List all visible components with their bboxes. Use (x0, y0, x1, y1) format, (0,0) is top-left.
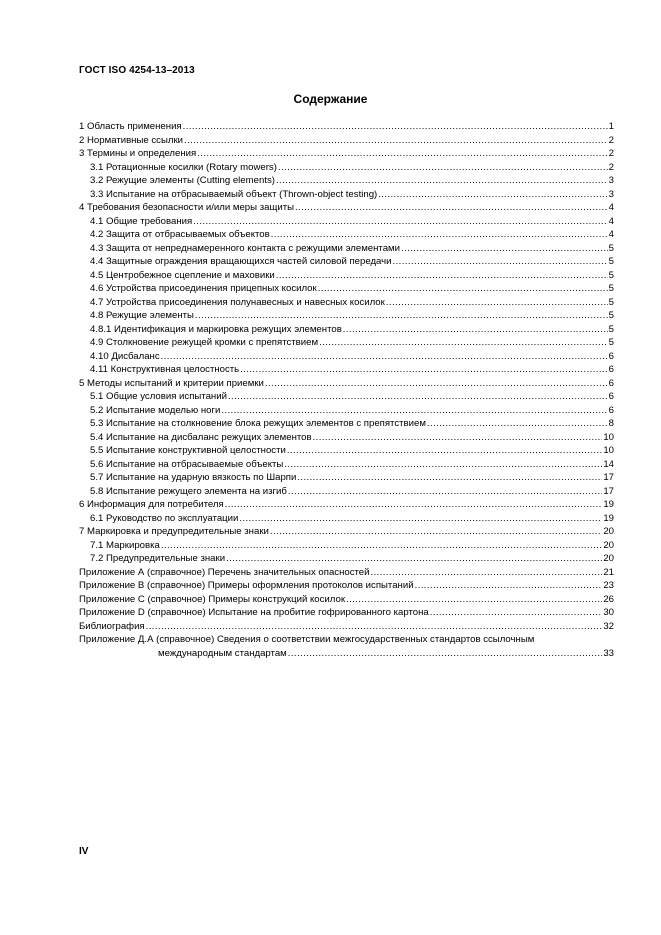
toc-entry-page: 1 (608, 121, 614, 132)
toc-entry-page: 2 (608, 134, 614, 146)
toc-entry-page: 5 (608, 283, 614, 294)
toc-entry-page: 4 (608, 215, 614, 227)
toc-leader-dots (295, 201, 608, 215)
toc-entry (79, 431, 614, 445)
toc-entry-page: 6 (608, 404, 614, 416)
toc-entry (79, 242, 614, 256)
toc-entry (79, 525, 614, 539)
toc-entry-page: 5 (608, 242, 614, 254)
toc-entry-label: 5.1 Общие условия испытаний (90, 391, 227, 402)
toc-leader-dots (228, 390, 608, 404)
toc-entry (79, 228, 614, 242)
toc-entry-label: 5.8 Испытание режущего элемента на изгиб (90, 485, 287, 497)
toc-entry (79, 539, 614, 553)
toc-entry-label: 4.5 Центробежное сцепление и маховики (90, 269, 275, 281)
toc-entry-page: 32 (603, 620, 614, 632)
toc-leader-dots (276, 174, 608, 188)
toc-entry-label: Приложение С (справочное) Примеры конструкций косилок (79, 593, 346, 605)
toc-leader-dots (225, 498, 603, 512)
toc-entry (79, 593, 614, 607)
toc-entry-label: Приложение А (справочное) Перечень значительных опасностей (79, 566, 370, 578)
toc-entry-label: 2 Нормативные ссылки (79, 134, 184, 146)
toc-entry-page: 23 (603, 580, 614, 591)
toc-entry-label: 5.5 Испытание конструктивной целостности (90, 445, 286, 456)
toc-leader-dots (271, 228, 608, 242)
toc-entry (79, 309, 614, 323)
toc-leader-dots (371, 566, 603, 580)
toc-entry-label: Библиография (79, 620, 145, 632)
toc-leader-dots (378, 188, 607, 202)
toc-leader-dots (184, 134, 608, 148)
toc-leader-dots (319, 336, 608, 350)
toc-entry (79, 323, 614, 337)
toc-entry (79, 120, 614, 134)
toc-entry-page: 5 (608, 323, 614, 335)
toc-entry-page: 14 (603, 458, 614, 470)
toc-entry-label: 4.7 Устройства присоединения полунавесных и навесных косилок (90, 296, 385, 308)
toc-entry (79, 552, 614, 566)
toc-entry-label: 4.11 Конструктивная целостность (90, 364, 240, 375)
toc-leader-dots (161, 539, 602, 553)
toc-entry (79, 377, 614, 391)
toc-leader-dots (240, 363, 607, 377)
toc-entry (79, 404, 614, 418)
toc-entry (79, 174, 614, 188)
toc-entry-label: 1 Область применения (79, 121, 182, 132)
toc-entry-label: 6.1 Руководство по эксплуатации (90, 512, 239, 524)
toc-entry-page: 6 (608, 364, 614, 375)
toc-leader-dots (343, 323, 608, 337)
toc-leader-dots (287, 444, 602, 458)
toc-entry-page: 19 (603, 499, 614, 510)
toc-entry (79, 498, 614, 512)
toc-entry-page: 5 (608, 296, 614, 308)
toc-entry-label: 7 Маркировка и предупредительные знаки (79, 526, 269, 537)
toc-entry-page: 5 (608, 310, 614, 321)
toc-entry-label: 4.10 Дисбаланс (90, 350, 160, 362)
toc-entry (79, 296, 614, 310)
toc-entry-page: 21 (603, 566, 614, 578)
toc-leader-dots (288, 647, 603, 661)
toc-entry-label: 5 Методы испытаний и критерии приемки (79, 377, 264, 389)
toc-entry-page: 3 (608, 175, 614, 186)
toc-leader-dots (427, 417, 608, 431)
toc-entry (79, 647, 614, 661)
toc-entry-label: 3.2 Режущие элементы (Cutting elements) (90, 175, 275, 186)
toc-leader-dots (346, 593, 602, 607)
toc-entry-page: 33 (603, 647, 614, 659)
toc-entry-page: 30 (603, 607, 614, 618)
toc-entry-page: 10 (603, 445, 614, 456)
toc-leader-dots (195, 309, 608, 323)
toc-entry-label: 4.8.1 Идентификация и маркировка режущих элементов (90, 323, 342, 335)
toc-entry-label: 5.7 Испытание на ударную вязкость по Шарпи (90, 472, 297, 483)
toc-entry-label: 6 Информация для потребителя (79, 499, 224, 510)
toc-entry-page: 2 (608, 161, 614, 173)
toc-entry-page: 6 (608, 391, 614, 402)
toc-entry-label: 4.1 Общие требования (90, 215, 193, 227)
toc-leader-dots (276, 269, 608, 283)
toc-leader-dots (386, 296, 608, 310)
toc-entry (79, 471, 614, 485)
toc-entry (79, 363, 614, 377)
toc-entry-page: 17 (603, 472, 614, 483)
toc-leader-dots (288, 485, 602, 499)
toc-entry (79, 606, 614, 620)
toc-leader-dots (265, 377, 608, 391)
toc-entry-label: 4.8 Режущие элементы (90, 310, 194, 321)
toc-leader-dots (239, 512, 602, 526)
toc-entry (79, 566, 614, 580)
toc-entry-page: 8 (608, 418, 614, 429)
toc-entry-page: 2 (608, 148, 614, 159)
toc-entry (79, 390, 614, 404)
toc-entry-page: 5 (608, 337, 614, 348)
toc-entry-label: 4.4 Защитные ограждения вращающихся частей силовой передачи (90, 256, 392, 267)
toc-leader-dots (161, 350, 608, 364)
toc-entry (79, 417, 614, 431)
toc-entry (79, 147, 614, 161)
toc-leader-dots (270, 525, 602, 539)
toc-entry-label: 3.1 Ротационные косилки (Rotary mowers) (90, 161, 277, 173)
toc-leader-dots (415, 579, 603, 593)
toc-entry-label: 4.3 Защита от непреднамеренного контакта с режущими элементами (90, 242, 400, 254)
toc-entry-page: 17 (603, 485, 614, 497)
toc-entry (79, 620, 614, 634)
toc-leader-dots (318, 282, 608, 296)
toc-entry-label: 5.2 Испытание моделью ноги (90, 404, 221, 416)
toc-leader-dots (278, 161, 608, 175)
toc-entry (79, 633, 614, 647)
toc-entry-label: 3 Термины и определения (79, 148, 197, 159)
toc-entry (79, 444, 614, 458)
toc-entry-label: 4 Требования безопасности и/или меры защиты (79, 202, 294, 213)
toc-entry-page: 26 (603, 593, 614, 605)
toc-entry-page: 4 (608, 202, 614, 213)
toc-entry-page: 20 (603, 539, 614, 551)
toc-entry-page: 3 (608, 188, 614, 200)
toc-entry-page: 20 (603, 553, 614, 564)
toc-entry-page: 5 (608, 269, 614, 281)
toc-entry (79, 350, 614, 364)
toc-entry (79, 215, 614, 229)
toc-entry (79, 269, 614, 283)
toc-entry-page: 10 (603, 431, 614, 443)
toc-entry-page: 19 (603, 512, 614, 524)
toc-entry-label: 5.3 Испытание на столкновение блока режущих элементов с препятствием (90, 418, 426, 429)
toc-leader-dots (197, 147, 607, 161)
toc-leader-dots (393, 255, 608, 269)
toc-entry-page: 6 (608, 350, 614, 362)
toc-leader-dots (226, 552, 602, 566)
toc-entry-label: 5.6 Испытание на отбрасываемые объекты (90, 458, 284, 470)
toc-entry (79, 512, 614, 526)
page-number: IV (79, 846, 89, 857)
toc-leader-dots (401, 242, 608, 256)
toc-entry-label: 7.1 Маркировка (90, 539, 160, 551)
toc-entry (79, 485, 614, 499)
toc-entry (79, 201, 614, 215)
toc-entry-page: 4 (608, 229, 614, 240)
toc-entry (79, 458, 614, 472)
toc-entry-label: Приложение В (справочное) Примеры оформления протоколов испытаний (79, 580, 414, 591)
table-of-contents (79, 120, 614, 660)
toc-leader-dots (297, 471, 602, 485)
toc-entry-page: 5 (608, 256, 614, 267)
toc-entry (79, 579, 614, 593)
toc-entry (79, 336, 614, 350)
toc-leader-dots (313, 431, 603, 445)
toc-leader-dots (146, 620, 603, 634)
toc-entry-label: 4.9 Столкновение режущей кромки с препятствием (90, 337, 319, 348)
toc-leader-dots (183, 120, 608, 134)
toc-leader-dots (430, 606, 603, 620)
toc-entry (79, 161, 614, 175)
toc-entry-label: Приложение Д.А (справочное) Сведения о соответствии межгосударственных стандартов ссылочным (79, 634, 535, 645)
toc-entry-page: 6 (608, 377, 614, 389)
toc-entry-page: 20 (603, 526, 614, 537)
toc-entry-label: 4.2 Защита от отбрасываемых объектов (90, 229, 270, 240)
toc-entry-label: 4.6 Устройства присоединения прицепных косилок (90, 283, 317, 294)
toc-entry-label: Приложение D (справочное) Испытание на пробитие гофрированного картона (79, 607, 429, 618)
toc-entry (79, 282, 614, 296)
toc-entry (79, 255, 614, 269)
document-header: ГОСТ ISO 4254-13–2013 (79, 65, 195, 76)
toc-entry-label: международным стандартам (158, 647, 287, 659)
toc-leader-dots (284, 458, 602, 472)
toc-leader-dots (193, 215, 607, 229)
toc-leader-dots (221, 404, 607, 418)
toc-entry-label: 5.4 Испытание на дисбаланс режущих элементов (90, 431, 312, 443)
toc-entry-label: 3.3 Испытание на отбрасываемый объект (Thrown-object testing) (90, 188, 378, 200)
toc-entry-label: 7.2 Предупредительные знаки (90, 553, 226, 564)
toc-entry (79, 188, 614, 202)
toc-entry (79, 134, 614, 148)
page-title: Содержание (293, 92, 368, 106)
